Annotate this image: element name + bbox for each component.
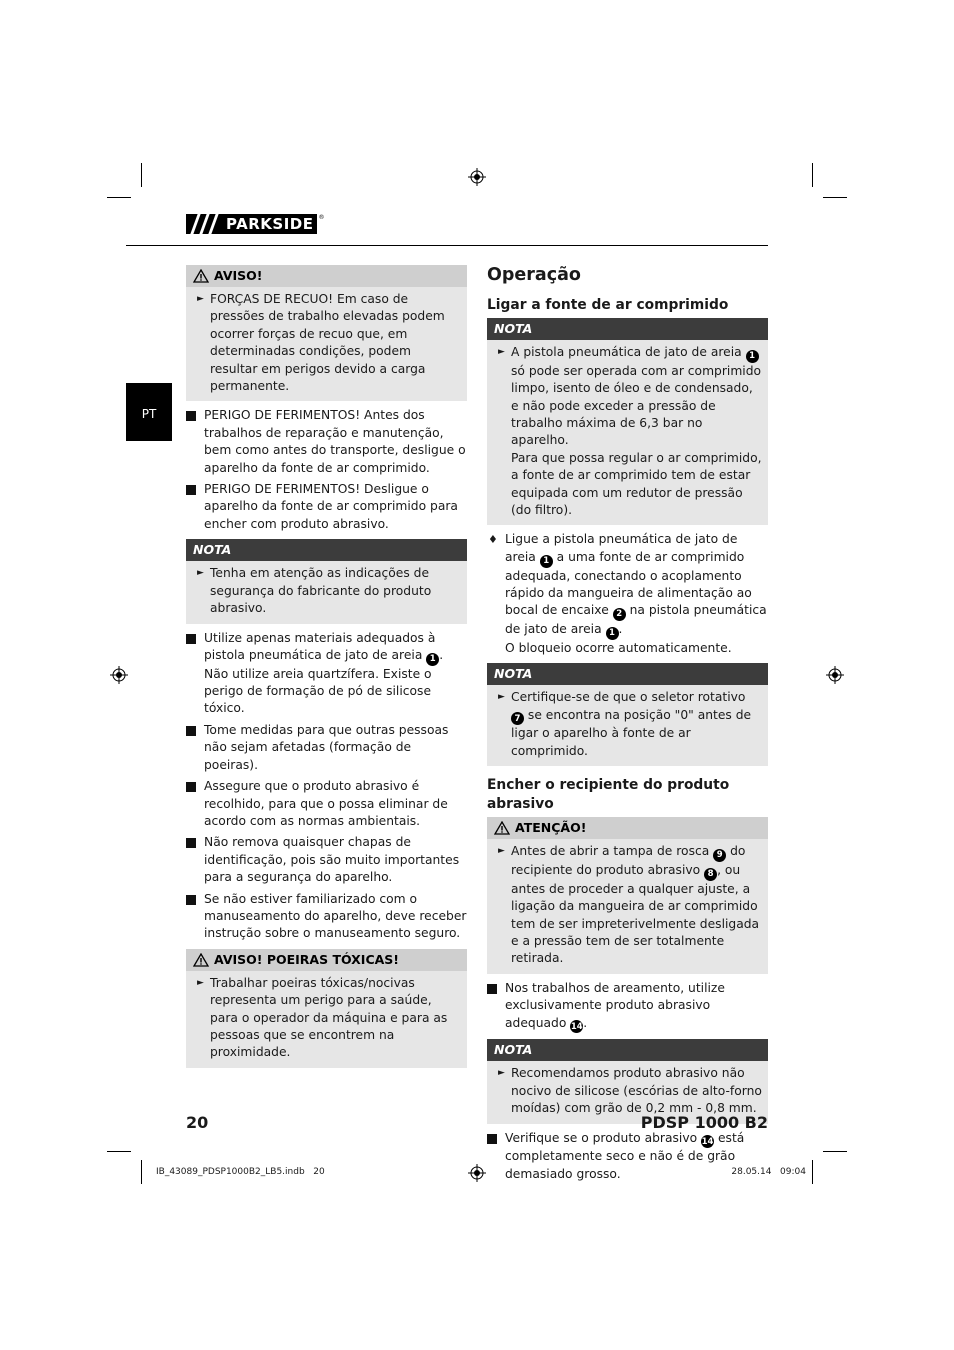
warning-triangle-icon (193, 269, 209, 283)
section-heading: Operação (487, 265, 581, 285)
registration-mark-icon (468, 1164, 486, 1182)
list-item: Utilize apenas materiais adequados à pistola pneumática de jato de areia 1 . Não utilize areia quartzífera. Existe o perigo de formação de pó de silicose tóxico. (186, 630, 467, 718)
part-number-badge: 9 (713, 849, 726, 862)
square-bullet-icon (186, 838, 196, 848)
arrow-bullet-icon: ► (197, 977, 204, 988)
crop-mark (823, 197, 847, 198)
note-box (186, 539, 467, 623)
part-number-badge: 7 (511, 712, 524, 725)
note-header: NOTA (487, 1039, 768, 1061)
attention-title: ATENÇÃO! (515, 820, 587, 836)
square-bullet-icon (186, 895, 196, 905)
crop-mark (812, 1160, 813, 1184)
list-item: Nos trabalhos de areamento, utilize exclusivamente produto abrasivo adequado 14. (487, 980, 768, 1034)
arrow-bullet-icon: ► (197, 568, 204, 579)
part-number-badge: 1 (540, 555, 553, 568)
part-number-badge: 8 (704, 868, 717, 881)
instruction-step: ♦ Ligue a pistola pneumática de jato de areia 1 a uma fonte de ar comprimido adequada, conectando o acoplamento rápido da mangueira de alimentação ao bocal de encaixe 2 na pistola pneumática de jato de areia 1 . O bloqueio ocorre automaticamente. (488, 532, 767, 655)
crop-mark (141, 163, 142, 187)
attention-header (487, 817, 768, 839)
warning-header (186, 949, 467, 971)
note-box (487, 318, 768, 525)
parkside-logo (186, 214, 324, 234)
model-number: PDSP 1000 B2 (640, 1113, 768, 1132)
print-slug-file: IB_43089_PDSP1000B2_LB5.indb 20 (156, 1167, 325, 1177)
language-tab: PT (126, 383, 172, 441)
list-item: PERIGO DE FERIMENTOS! Antes dos trabalhos de reparação e manutenção, bem como antes do transporte, desligue o aparelho da fonte de ar comprimido. (186, 407, 467, 477)
subsection-heading: Encher o recipiente do produto abrasivo (487, 777, 730, 813)
square-bullet-icon (186, 726, 196, 736)
part-number-badge: 1 (606, 627, 619, 640)
subsection-heading: Ligar a fonte de ar comprimido (487, 297, 729, 313)
part-number-badge: 2 (613, 608, 626, 621)
note-item: ► Recomendamos produto abrasivo não nocivo de silicose (escórias de alto-forno moídas) com grão de 0,2 mm - 0,8 mm. (498, 1066, 762, 1116)
registration-mark-icon (468, 168, 486, 186)
arrow-bullet-icon: ► (498, 846, 505, 857)
list-item: PERIGO DE FERIMENTOS! Desligue o aparelho da fonte de ar comprimido para encher com produto abrasivo. (186, 481, 467, 533)
note-item: ► Tenha em atenção as indicações de segurança do fabricante do produto abrasivo. (197, 566, 432, 616)
left-column (186, 265, 467, 1068)
note-header: NOTA (186, 539, 467, 561)
arrow-bullet-icon: ► (498, 1068, 505, 1079)
warning-box (186, 265, 467, 401)
crop-mark (812, 163, 813, 187)
list-item: Verifique se o produto abrasivo 14 está completamente seco e não é de grão demasiado grosso. (487, 1130, 768, 1184)
note-item: ► A pistola pneumática de jato de areia 1 só pode ser operada com ar comprimido limpo, isento de óleo e de condensado, e não pode exceder a pressão de trabalho máxima de 6,3 bar no aparelho. Para que possa regular o ar comprimido, a fonte de ar comprimido tem de estar equipada com um redutor de pressão (do filtro). (498, 345, 762, 517)
square-bullet-icon (186, 782, 196, 792)
part-number-badge: 1 (426, 653, 439, 666)
warning-box (186, 949, 467, 1068)
registration-mark-icon (110, 666, 128, 684)
arrow-bullet-icon: ► (498, 692, 505, 703)
part-number-badge: 14 (570, 1021, 583, 1032)
square-bullet-icon (186, 634, 196, 644)
warning-triangle-icon (193, 953, 209, 967)
crop-mark (823, 1151, 847, 1152)
list-item: Se não estiver familiarizado com o manuseamento do aparelho, deve receber instrução sobre o manuseamento seguro. (186, 891, 467, 943)
note-item: ► Certifique-se de que o seletor rotativo 7 se encontra na posição "0" antes de ligar o aparelho à fonte de ar comprimido. (498, 690, 752, 758)
warning-title: AVISO! POEIRAS TÓXICAS! (214, 951, 400, 967)
list-item: Assegure que o produto abrasivo é recolhido, para que o possa eliminar de acordo com as normas ambientais. (186, 778, 467, 830)
arrow-bullet-icon: ► (197, 294, 204, 304)
logo-wordmark: PARKSIDE (224, 214, 317, 234)
warning-item: ► FORÇAS DE RECUO! Em caso de pressões de trabalho elevadas podem ocorrer forças de recuo que, em determinadas condições, podem resultar em perigos devido a carga permanente. (197, 292, 445, 394)
square-bullet-icon (487, 984, 497, 994)
note-box (487, 663, 768, 766)
square-bullet-icon (186, 411, 196, 421)
note-header: NOTA (487, 663, 768, 685)
note-header: NOTA (487, 318, 768, 340)
right-column (487, 262, 768, 1183)
warning-triangle-icon (494, 821, 510, 835)
header-rule (126, 245, 768, 246)
warning-item: ► Trabalhar poeiras tóxicas/nocivas representa um perigo para a saúde, para o operador da máquina e para as pessoas que se encontrem na proximidade. (197, 975, 448, 1060)
print-slug-date: 28.05.14 09:04 (731, 1167, 806, 1177)
square-bullet-icon (487, 1134, 497, 1144)
part-number-badge: 1 (746, 350, 759, 363)
warning-header (186, 265, 467, 287)
arrow-bullet-icon: ► (498, 347, 505, 357)
registration-mark-icon (826, 666, 844, 684)
attention-item: ► Antes de abrir a tampa de rosca 9 do recipiente do produto abrasivo 8 , ou antes de proceder a qualquer ajuste, a ligação da mangueira de ar comprimido tem de ser impreterivelmente desligada e a pressão tem de ser totalmente retirada. (498, 844, 760, 966)
warning-title: AVISO! (214, 268, 263, 283)
square-bullet-icon (186, 485, 196, 495)
crop-mark (107, 197, 131, 198)
attention-box (487, 817, 768, 974)
diamond-bullet-icon: ♦ (488, 533, 498, 547)
list-item: Não remova quaisquer chapas de identificação, pois são muito importantes para a segurança do aparelho. (186, 834, 467, 886)
note-box (487, 1039, 768, 1123)
trademark-symbol: ® (318, 214, 325, 221)
logo-slashes-icon (186, 214, 224, 234)
part-number-badge: 14 (701, 1136, 714, 1147)
page-number: 20 (186, 1113, 209, 1132)
list-item: Tome medidas para que outras pessoas não sejam afetadas (formação de poeiras). (186, 722, 467, 774)
crop-mark (141, 1160, 142, 1184)
crop-mark (107, 1151, 131, 1152)
